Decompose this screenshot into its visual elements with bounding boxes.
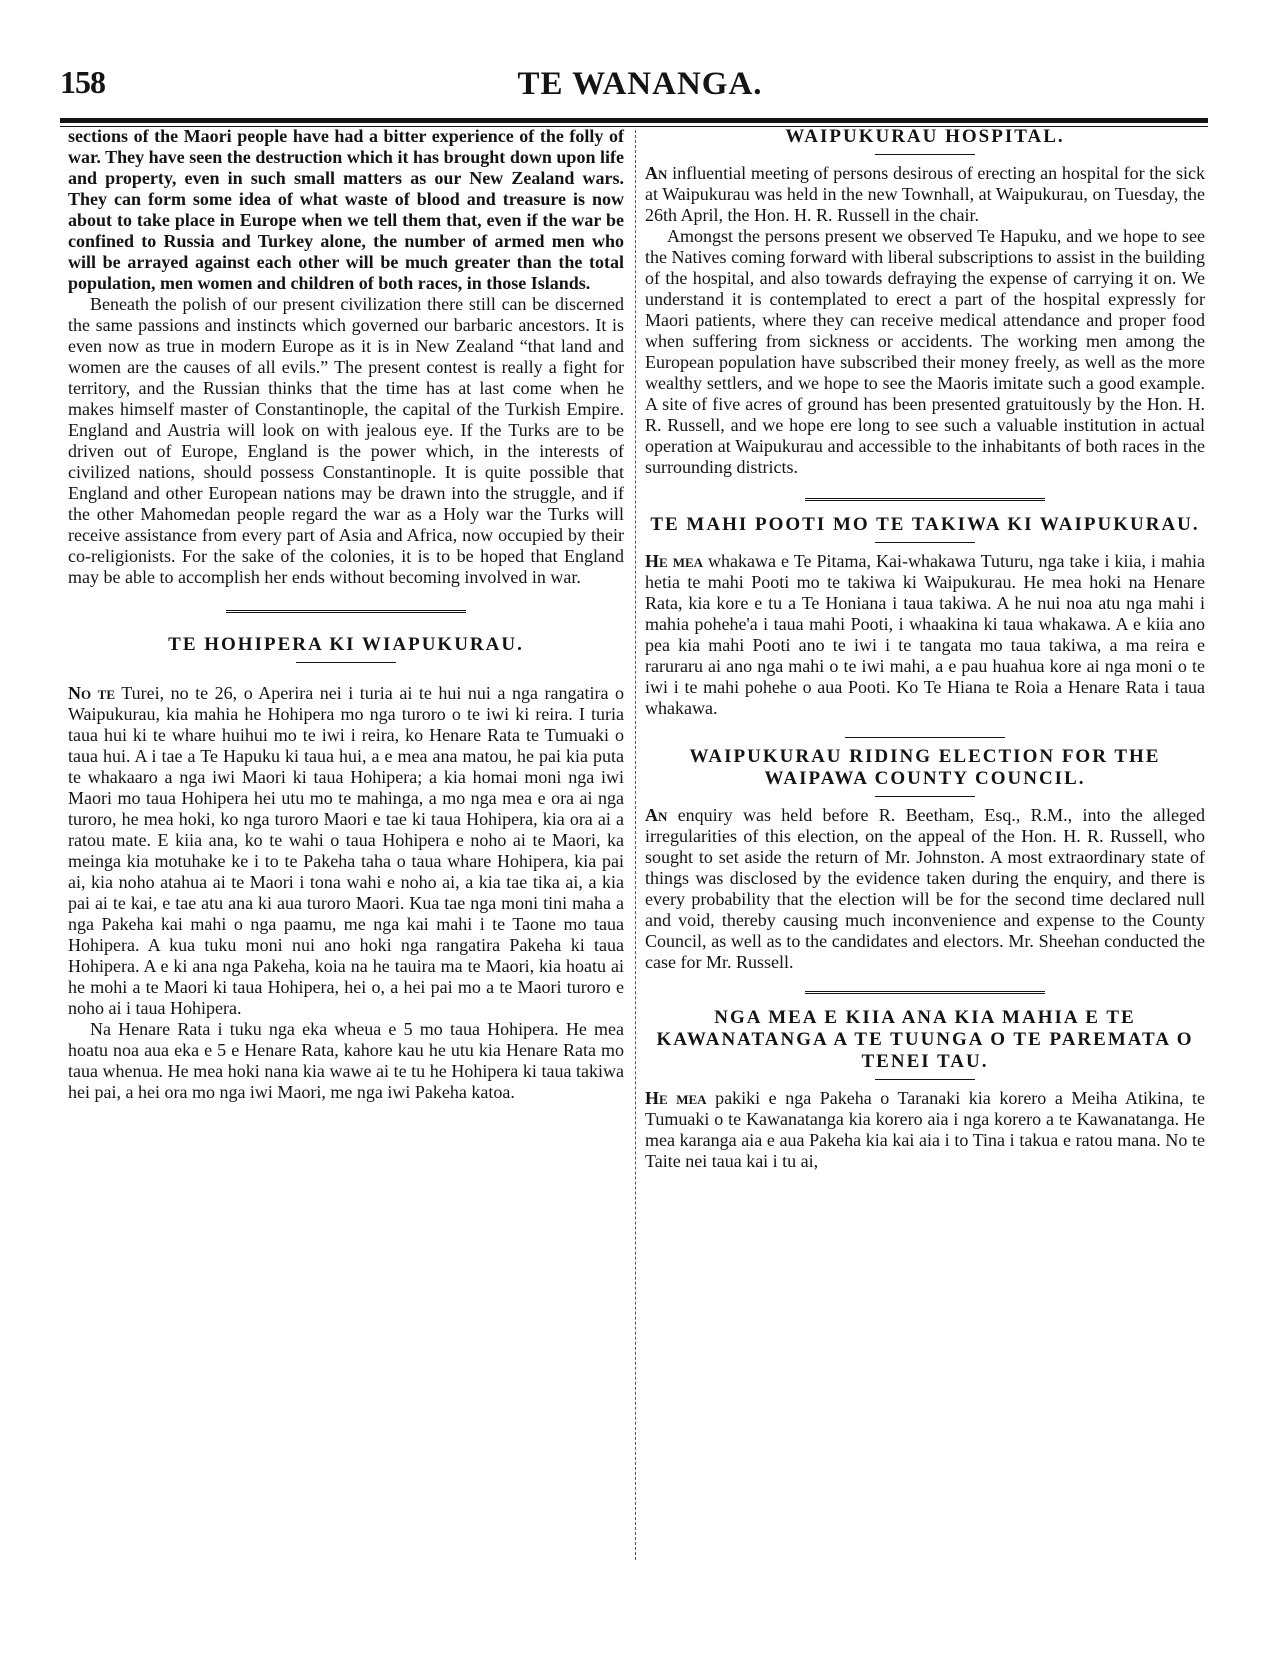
heading-rule (875, 542, 975, 543)
heading-rule (875, 796, 975, 797)
heading-rule (296, 662, 396, 663)
article-heading: WAIPUKURAU HOSPITAL. (785, 126, 1065, 147)
article-text: Turei, no te 26, o Aperira nei i turia ai te hui nui a nga rangatira o Waipukurau, kia mahia he Hohipera mo nga turoro o te iwi ki reira. I turia taua hui ki te whare huihui mo te iwi i reira, ko Henare Rata te Tumuaki o taua hui. A i tae a Te Hapuku ki taua hui, a e mea ana matou, he pai kia puta te whakaaro a nga iwi Maori ki taua Hohipera; a kia homai moni nga iwi Maori mo taua Hohipera hei utu mo te mahinga, a mo nga mea e ora ai nga turoro, he mea hoki, ko nga turoro Maori e tae ki taua Hohipera, kia ora ai a ratou mate. E kiia ana, ko te wahi o taua Hohipera e noho ai te Maori, ka meinga kia motuhake ke i to te Pakeha taha o taua whare Hohipera, kia pai ai, kia noho atahua ai te Maori i tona wahi e noho ai, a kia tae tika ai, a kia pai ai te kai, e tae atu ana ki aua turoro Maori. Kua tae nga moni tini maha a nga Pakeha kai mahi o nga paamu, me nga kai mahi i te Taone mo taua Hohipera. A kua tuku moni nui ano hoki nga rangatira Pakeha ki taua Hohipera. A e ki ana nga Pakeha, koia na he tauira ma te Maori, kia hoatu ai he mohi a te Maori ki taua Hohipera, hei o, a hei pai mo a te Maori turoro e noho ai i taua Hohipera. (68, 683, 624, 1018)
page-number: 158 (60, 64, 105, 100)
lead-word: An (645, 163, 668, 183)
article-heading: TE MAHI POOTI MO TE TAKIWA KI WAIPUKURAU. (650, 514, 1200, 535)
section-rule (845, 737, 1005, 738)
article-paragraph (645, 805, 1205, 973)
article-paragraph: Amongst the persons present we observed Te Hapuku, and we hope to see the Natives coming forward with liberal subscriptions to assist in the building of the hospital, and also towards defraying the expense of carrying it on. We understand it is contemplated to erect a part of the hospital expressly for Maori patients, where they can receive medical attendance and proper food when suffering from sickness or accidents. The working men among the European population have subscribed their money freely, as well as the more wealthy settlers, and we hope to see the Maoris imitate such a good example. A site of five acres of ground has been presented gratuitously by the Hon. H. R. Russell, and we hope ere long to see such a valuable institution in actual operation at Waipukurau and accessible to the inhabitants of both races in the surrounding districts. (645, 226, 1205, 477)
article-paragraph (645, 1088, 1205, 1172)
article-paragraph (645, 163, 1205, 226)
lead-word: He mea (645, 551, 704, 571)
article-paragraph (645, 551, 1205, 719)
article-text: enquiry was held before R. Beetham, Esq., R.M., into the alleged irregularities of this election, on the appeal of the Hon. H. R. Russell, who sought to set aside the return of Mr. Johnston. A most extraordinary state of things was disclosed by the evidence taken during the enquiry, and there is every probability that the election will be for the second time declared null and void, thereby causing much inconvenience and expense to the County Council, as well as to the candidates and electors. Mr. Sheehan conducted the case for Mr. Russell. (645, 805, 1206, 972)
lead-word: An (645, 805, 668, 825)
header-rule (60, 118, 1208, 123)
right-column (645, 126, 1205, 1172)
heading-rule (875, 1079, 975, 1080)
newspaper-title: TE WANANGA. (517, 66, 763, 102)
lead-word: No te (68, 683, 115, 703)
war-article-paragraph: Beneath the polish of our present civilization there still can be discerned the same passions and instincts which governed our barbaric ancestors. It is even now as true in modern Europe as it is in New Zealand “that land and women are the causes of all evils.” The present contest is really a fight for territory, and the Russian thinks that the time has at last come when he makes himself master of Constantinople, the capital of the Turkish Empire. England and Austria will look on with jealous eye. If the Turks are to be driven out of Europe, England is the power which, in the interests of civilized nations, should possess Constantinople. It is quite possible that England and other European nations may be drawn into the struggle, and if the other Mahomedan people regard the war as a Holy war the Turks will receive assistance from every part of Asia and Africa, now occupied by their co-religionists. For the sake of the colonies, it is to be hoped that England may be able to accomplish her ends without becoming involved in war. (68, 294, 624, 587)
heading-rule (875, 154, 975, 155)
left-column (68, 126, 624, 1103)
article-text: influential meeting of persons desirous of erecting an hospital for the sick at Waipukurau was held in the new Townhall, at Waipukurau, on Tuesday, the 26th April, the Hon. H. R. Russell in the chair. (645, 163, 1206, 225)
lead-word: He mea (645, 1088, 707, 1108)
article-text: whakawa e Te Pitama, Kai-whakawa Tuturu, nga take i kiia, i mahia hetia te mahi Pooti mo te takiwa ki Waipukurau. He mea hoki na Henare Rata, kia kore e tu a Te Honiana i taua takiwa. A he nui noa atu nga mahi i mahia pohehe'a i taua mahi Pooti, i whaakina ki taua whakawa. A e kiia ano pea kia mahi Pooti ano te iwi i te tangata mo taua takiwa, a ma reira e raruraru ai ano nga mahi o te iwi mahi, a e pau huahua kore ai nga moni o te iwi i te mahi pohehe o aua Pooti. Ko Te Hiana te Roia a Henare Rata i taua whakawa. (645, 551, 1205, 718)
article-heading: NGA MEA E KIIA ANA KIA MAHIA E TE KAWANATANGA A TE TUUNGA O TE PAREMATA O TENEI TAU. (656, 1007, 1194, 1072)
article-heading: TE HOHIPERA KI WIAPUKURAU. (168, 634, 524, 655)
article-paragraph (68, 683, 624, 1019)
article-heading: WAIPUKURAU RIDING ELECTION FOR THE WAIPAWA COUNTY COUNCIL. (689, 746, 1161, 789)
article-text: pakiki e nga Pakeha o Taranaki kia korero a Meiha Atikina, te Tumuaki o te Kawanatanga kia korero aia i nga korero a te Kawanatanga. He mea karanga aia e aua Pakeha kia kai aia i to Tina i takua e ratou mana. No te Taite nei taua kai i tu ai, (645, 1088, 1205, 1171)
war-article-paragraph: sections of the Maori people have had a bitter experience of the folly of war. They have seen the destruction which it has brought down upon life and property, even in such small matters as our New Zealand wars. They can form some idea of what waste of blood and treasure is now about to take place in Europe when we tell them that, even if the war be confined to Russia and Turkey alone, the number of armed men who will be arrayed against each other will be much greater than the total population, men women and children of both races, in those Islands. (68, 126, 624, 293)
column-divider (635, 130, 636, 1560)
article-paragraph: Na Henare Rata i tuku nga eka wheua e 5 mo taua Hohipera. He mea hoatu noa aua eka e 5 e Henare Rata, kahore kau he utu kia Henare Rata mo taua whenua. He mea hoki nana kia wawe ai te tu he Hohipera ki taua takiwa hei pai, a hei ora mo nga iwi Maori, me nga iwi Pakeha katoa. (68, 1019, 624, 1102)
